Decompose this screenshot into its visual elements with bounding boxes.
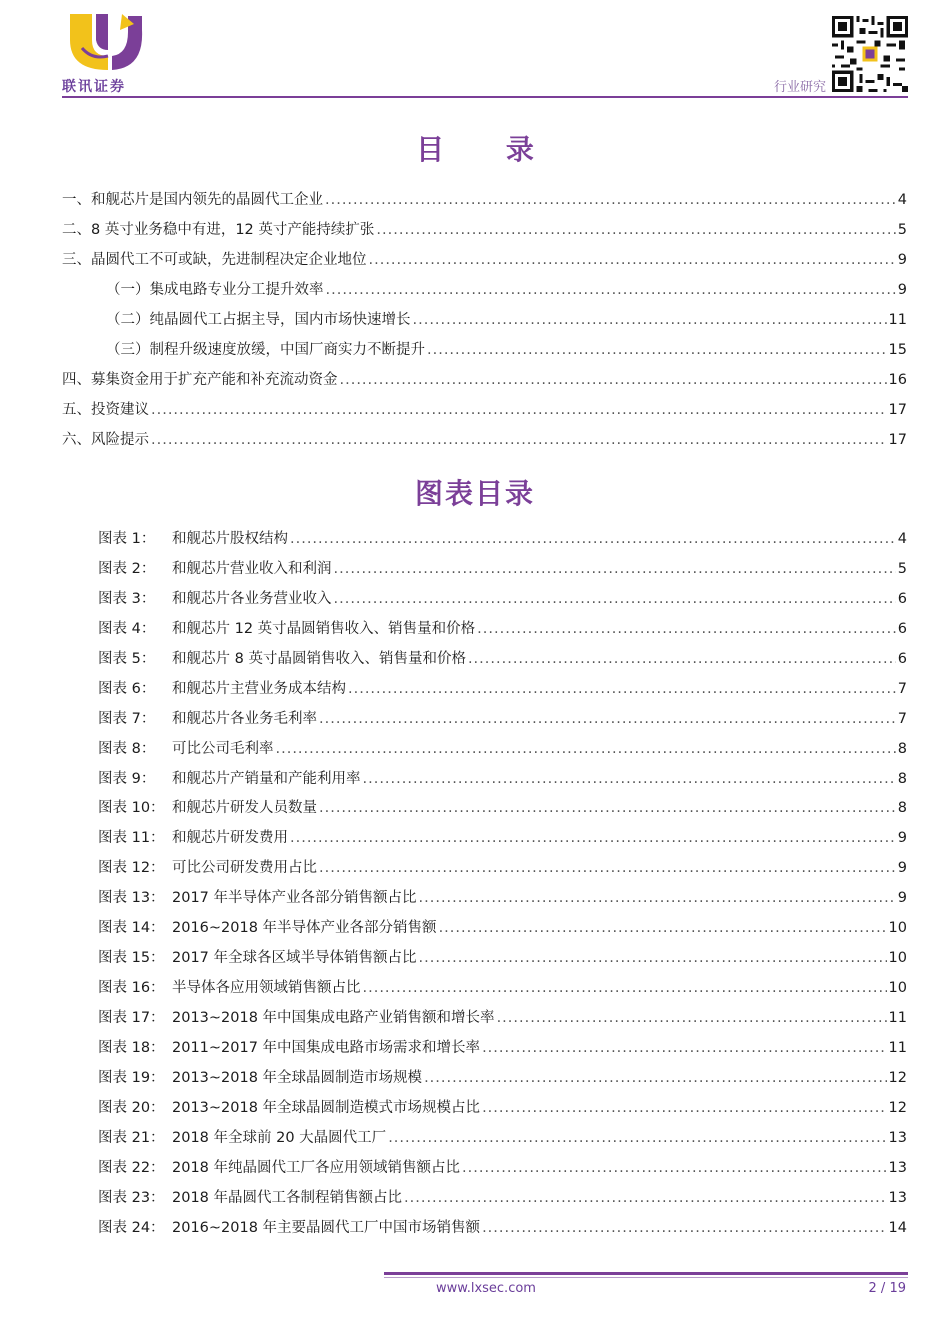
figure-entry[interactable]: 图表 19： 2013~2018 年全球晶圆制造市场规模 ..... 12 (62, 1064, 907, 1094)
qr-code-icon (832, 16, 908, 92)
toc-entry[interactable]: 三、晶圆代工不可或缺，先进制程决定企业地位 ..... 9 (62, 245, 907, 275)
figure-entry[interactable]: 图表 20： 2013~2018 年全球晶圆制造模式市场规模占比 ..... 12 (62, 1094, 907, 1124)
toc-entry[interactable]: 四、募集资金用于扩充产能和补充流动资金 ..... 16 (62, 365, 907, 395)
figure-entry[interactable]: 图表 22： 2018 年纯晶圆代工厂各应用领域销售额占比 ..... 13 (62, 1154, 907, 1184)
figure-entry[interactable]: 图表 8： 可比公司毛利率 ..... 8 (62, 735, 907, 765)
footer-divider (384, 1272, 908, 1275)
figure-entry[interactable]: 图表 12： 可比公司研发费用占比 ..... 9 (62, 854, 907, 884)
figure-entry[interactable]: 图表 13： 2017 年半导体产业各部分销售额占比 ..... 9 (62, 884, 907, 914)
figure-entry[interactable]: 图表 21： 2018 年全球前 20 大晶圆代工厂 ..... 13 (62, 1124, 907, 1154)
figure-entry[interactable]: 图表 23： 2018 年晶圆代工各制程销售额占比 ..... 13 (62, 1184, 907, 1214)
toc-subentry[interactable]: （三）制程升级速度放缓，中国厂商实力不断提升 ..... 15 (62, 335, 907, 365)
table-of-contents (62, 185, 907, 455)
figure-entry[interactable]: 图表 6： 和舰芯片主营业务成本结构 ..... 7 (62, 675, 907, 705)
figure-entry[interactable]: 图表 17： 2013~2018 年中国集成电路产业销售额和增长率 ..... 11 (62, 1004, 907, 1034)
figure-entry[interactable]: 图表 5： 和舰芯片 8 英寸晶圆销售收入、销售量和价格 ..... 6 (62, 645, 907, 675)
figure-entry[interactable]: 图表 18： 2011~2017 年中国集成电路市场需求和增长率 ..... 11 (62, 1034, 907, 1064)
figure-entry[interactable]: 图表 24： 2016~2018 年主要晶圆代工厂中国市场销售额 ..... 14 (62, 1214, 907, 1244)
figure-list-title: 图表目录 (414, 477, 535, 510)
figure-entry[interactable]: 图表 10： 和舰芯片研发人员数量 ..... 8 (62, 794, 907, 824)
figure-entry[interactable]: 图表 3： 和舰芯片各业务营业收入 ..... 6 (62, 585, 907, 615)
figure-entry[interactable]: 图表 7： 和舰芯片各业务毛利率 ..... 7 (62, 705, 907, 735)
footer-website-link[interactable]: www.lxsec.com (436, 1281, 536, 1296)
toc-title: 目 录 (416, 133, 560, 166)
figure-entry[interactable]: 图表 1： 和舰芯片股权结构 ..... 4 (62, 525, 907, 555)
figure-entry[interactable]: 图表 4： 和舰芯片 12 英寸晶圆销售收入、销售量和价格 ..... 6 (62, 615, 907, 645)
page-header (0, 0, 950, 100)
toc-subentry[interactable]: （一）集成电路专业分工提升效率 ..... 9 (62, 275, 907, 305)
figure-entry[interactable]: 图表 14： 2016~2018 年半导体产业各部分销售额 ..... 10 (62, 914, 907, 944)
toc-entry[interactable]: 一、和舰芯片是国内领先的晶圆代工企业 ..... 4 (62, 185, 907, 215)
section-label: 行业研究 (773, 80, 826, 95)
figure-entry[interactable]: 图表 11： 和舰芯片研发费用 ..... 9 (62, 824, 907, 854)
figure-entry[interactable]: 图表 15： 2017 年全球各区域半导体销售额占比 ..... 10 (62, 944, 907, 974)
toc-entry[interactable]: 二、8 英寸业务稳中有进，12 英寸产能持续扩张 ..... 5 (62, 215, 907, 245)
figure-list (62, 525, 907, 1244)
figure-entry[interactable]: 图表 9： 和舰芯片产销量和产能利用率 ..... 8 (62, 765, 907, 795)
figure-entry[interactable]: 图表 16： 半导体各应用领域销售额占比 ..... 10 (62, 974, 907, 1004)
figure-entry[interactable]: 图表 2： 和舰芯片营业收入和利润 ..... 5 (62, 555, 907, 585)
page-indicator: 2 / 19 (868, 1281, 906, 1296)
brand-name: 联讯证券 (62, 79, 126, 95)
company-logo (62, 10, 152, 80)
header-divider (62, 96, 908, 98)
toc-subentry[interactable]: （二）纯晶圆代工占据主导，国内市场快速增长 ..... 11 (62, 305, 907, 335)
toc-entry[interactable]: 六、风险提示 ..... 17 (62, 425, 907, 455)
footer-divider-thin (384, 1277, 908, 1278)
toc-entry[interactable]: 五、投资建议 ..... 17 (62, 395, 907, 425)
